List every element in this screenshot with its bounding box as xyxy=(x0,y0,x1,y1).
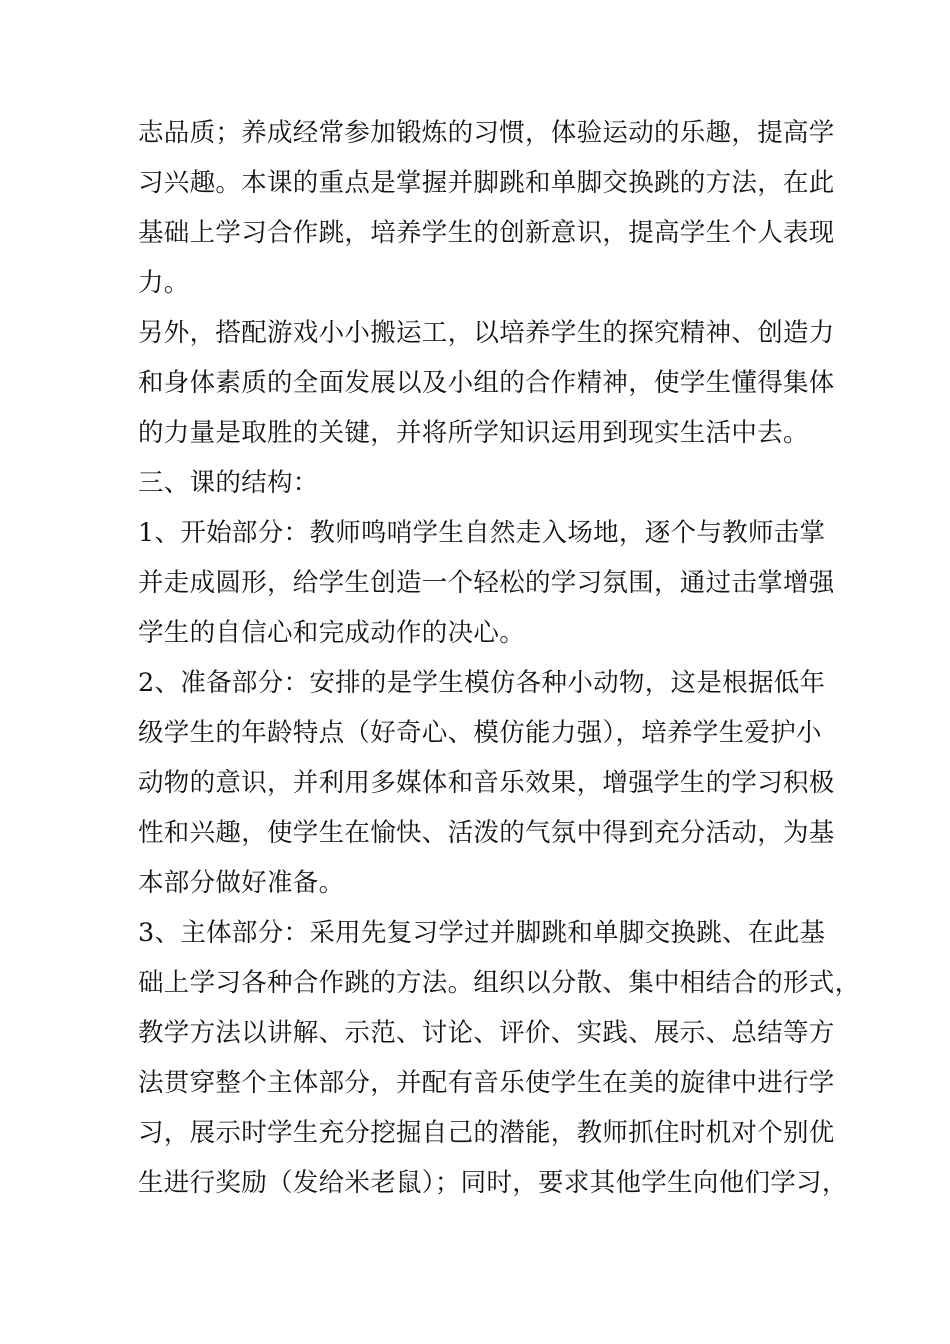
text-line: 另外，搭配游戏小小搬运工，以培养学生的探究精神、创造力 xyxy=(138,318,835,348)
text-line: 并走成圆形，给学生创造一个轻松的学习氛围，通过击掌增强 xyxy=(138,568,835,598)
text-line: 的力量是取胜的关键，并将所学知识运用到现实生活中去。 xyxy=(138,418,809,448)
text-line: 性和兴趣，使学生在愉快、活泼的气氛中得到充分活动，为基 xyxy=(138,818,835,848)
text-line: 教学方法以讲解、示范、讨论、评价、实践、展示、总结等方 xyxy=(138,1018,835,1048)
text-line: 1、开始部分：教师鸣哨学生自然走入场地，逐个与教师击掌 xyxy=(138,518,826,548)
text-line: 习，展示时学生充分挖掘自己的潜能，教师抓住时机对个别优 xyxy=(138,1118,835,1148)
text-line: 础上学习各种合作跳的方法。组织以分散、集中相结合的形式， xyxy=(138,968,861,998)
text-line: 志品质；养成经常参加锻炼的习惯，体验运动的乐趣，提高学 xyxy=(138,118,835,148)
text-line: 级学生的年龄特点（好奇心、模仿能力强），培养学生爱护小 xyxy=(138,718,822,748)
text-line: 法贯穿整个主体部分，并配有音乐使学生在美的旋律中进行学 xyxy=(138,1068,835,1098)
text-line: 力。 xyxy=(138,268,190,298)
text-line: 2、准备部分：安排的是学生模仿各种小动物，这是根据低年 xyxy=(138,668,826,698)
text-line: 和身体素质的全面发展以及小组的合作精神，使学生懂得集体 xyxy=(138,368,835,398)
text-line: 生进行奖励（发给米老鼠）；同时，要求其他学生向他们学习， xyxy=(138,1168,848,1198)
section-heading: 三、课的结构： xyxy=(138,468,319,498)
text-line: 动物的意识，并利用多媒体和音乐效果，增强学生的学习积极 xyxy=(138,768,835,798)
text-line: 学生的自信心和完成动作的决心。 xyxy=(138,618,526,648)
text-line: 本部分做好准备。 xyxy=(138,868,345,898)
text-line: 基础上学习合作跳，培养学生的创新意识，提高学生个人表现 xyxy=(138,218,835,248)
text-line: 3、主体部分：采用先复习学过并脚跳和单脚交换跳、在此基 xyxy=(138,918,826,948)
text-line: 习兴趣。本课的重点是掌握并脚跳和单脚交换跳的方法，在此 xyxy=(138,168,835,198)
